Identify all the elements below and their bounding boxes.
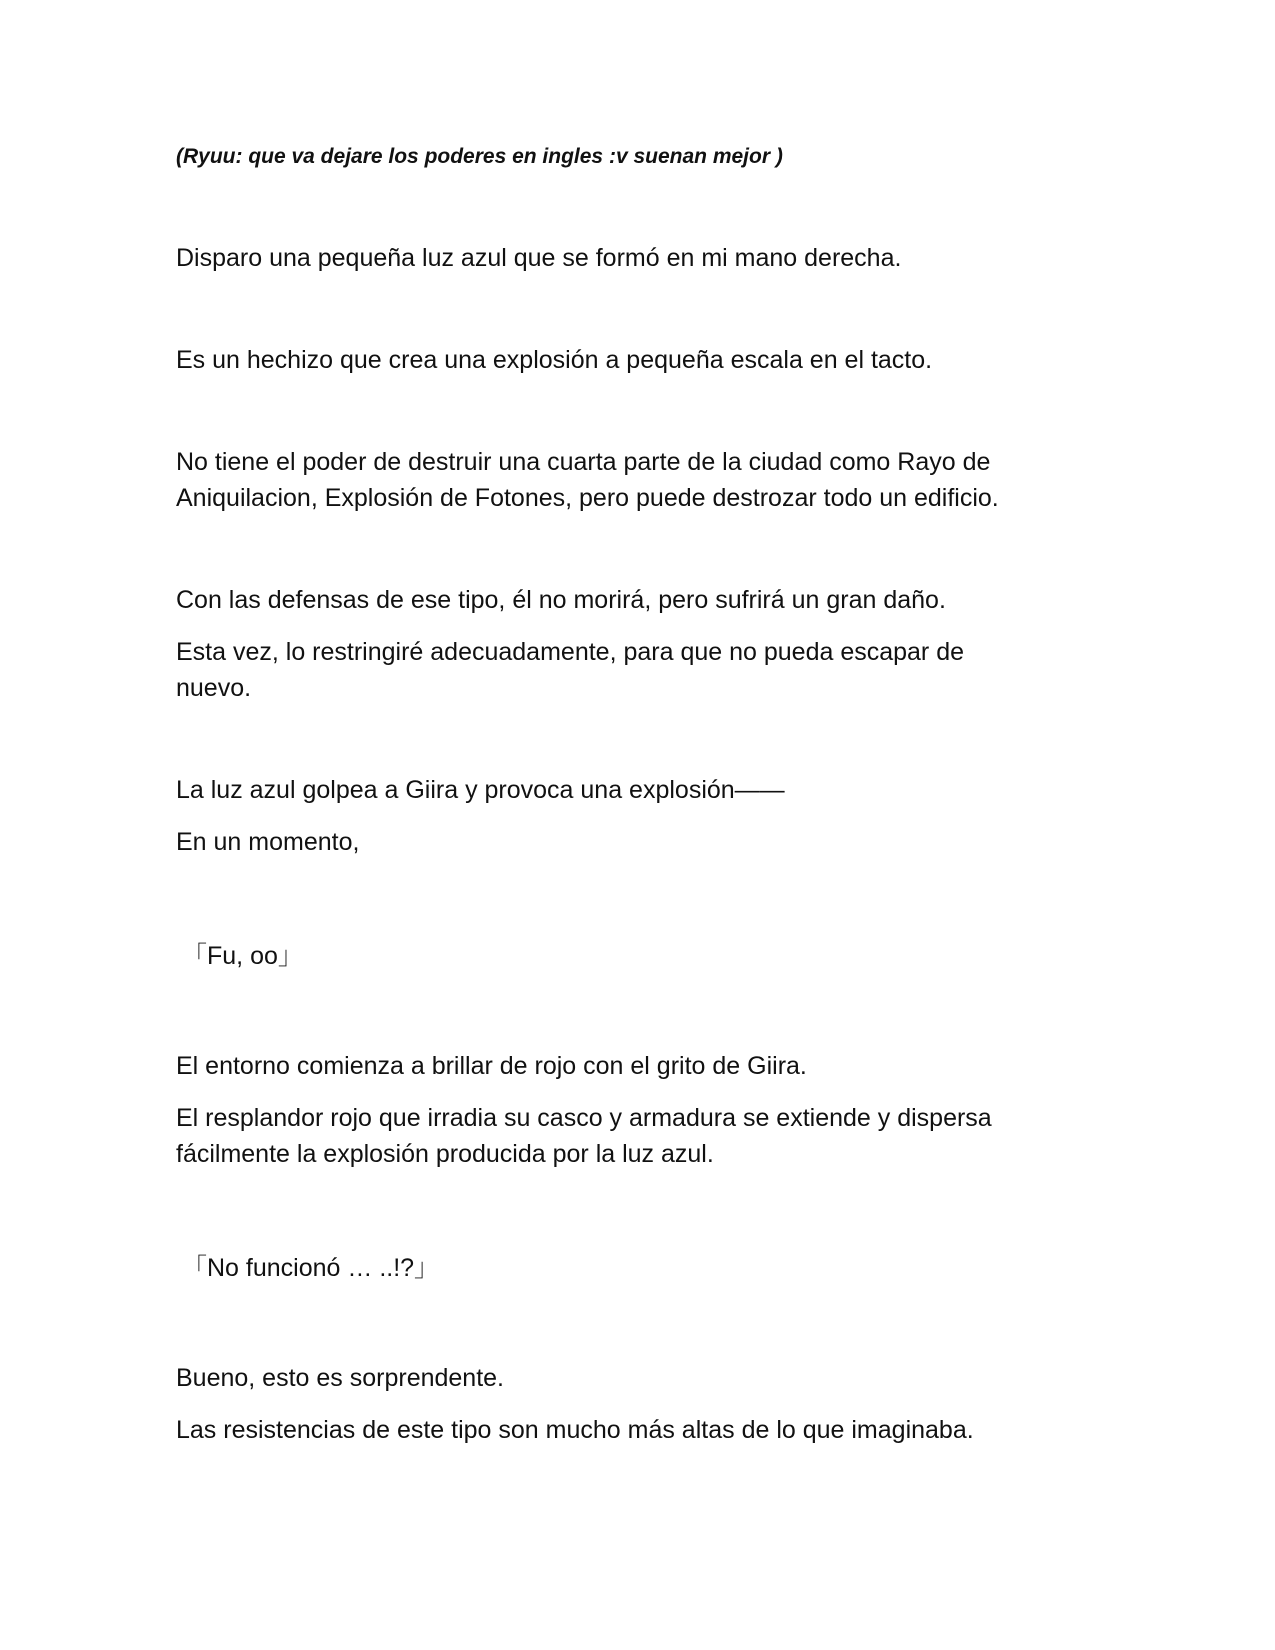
paragraph-line: Disparo una pequeña luz azul que se formó en mi mano derecha. [176, 244, 902, 272]
translator-note: (Ryuu: que va dejare los poderes en ingles :v suenan mejor ) [176, 145, 783, 168]
dialogue-line: 「No funcionó … ..!?」 [182, 1254, 440, 1282]
paragraph-line: fácilmente la explosión producida por la luz azul. [176, 1140, 714, 1168]
paragraph-line: Las resistencias de este tipo son mucho más altas de lo que imaginaba. [176, 1416, 974, 1444]
paragraph-line: No tiene el poder de destruir una cuarta parte de la ciudad como Rayo de [176, 448, 991, 476]
paragraph-line: nuevo. [176, 674, 252, 702]
paragraph-line: Es un hechizo que crea una explosión a pequeña escala en el tacto. [176, 346, 933, 374]
paragraph-line: El entorno comienza a brillar de rojo con el grito de Giira. [176, 1052, 807, 1080]
paragraph-line: La luz azul golpea a Giira y provoca una explosión—— [176, 776, 785, 804]
paragraph-line: Esta vez, lo restringiré adecuadamente, para que no pueda escapar de [176, 638, 965, 666]
dialogue-line: 「Fu, oo」 [182, 942, 303, 970]
paragraph-line: Con las defensas de ese tipo, él no morirá, pero sufrirá un gran daño. [176, 586, 946, 614]
paragraph-line: Aniquilacion, Explosión de Fotones, pero puede destrozar todo un edificio. [176, 484, 999, 512]
paragraph-line: El resplandor rojo que irradia su casco y armadura se extiende y dispersa [176, 1104, 992, 1132]
paragraph-line: En un momento, [176, 828, 360, 856]
paragraph-line: Bueno, esto es sorprendente. [176, 1364, 505, 1392]
